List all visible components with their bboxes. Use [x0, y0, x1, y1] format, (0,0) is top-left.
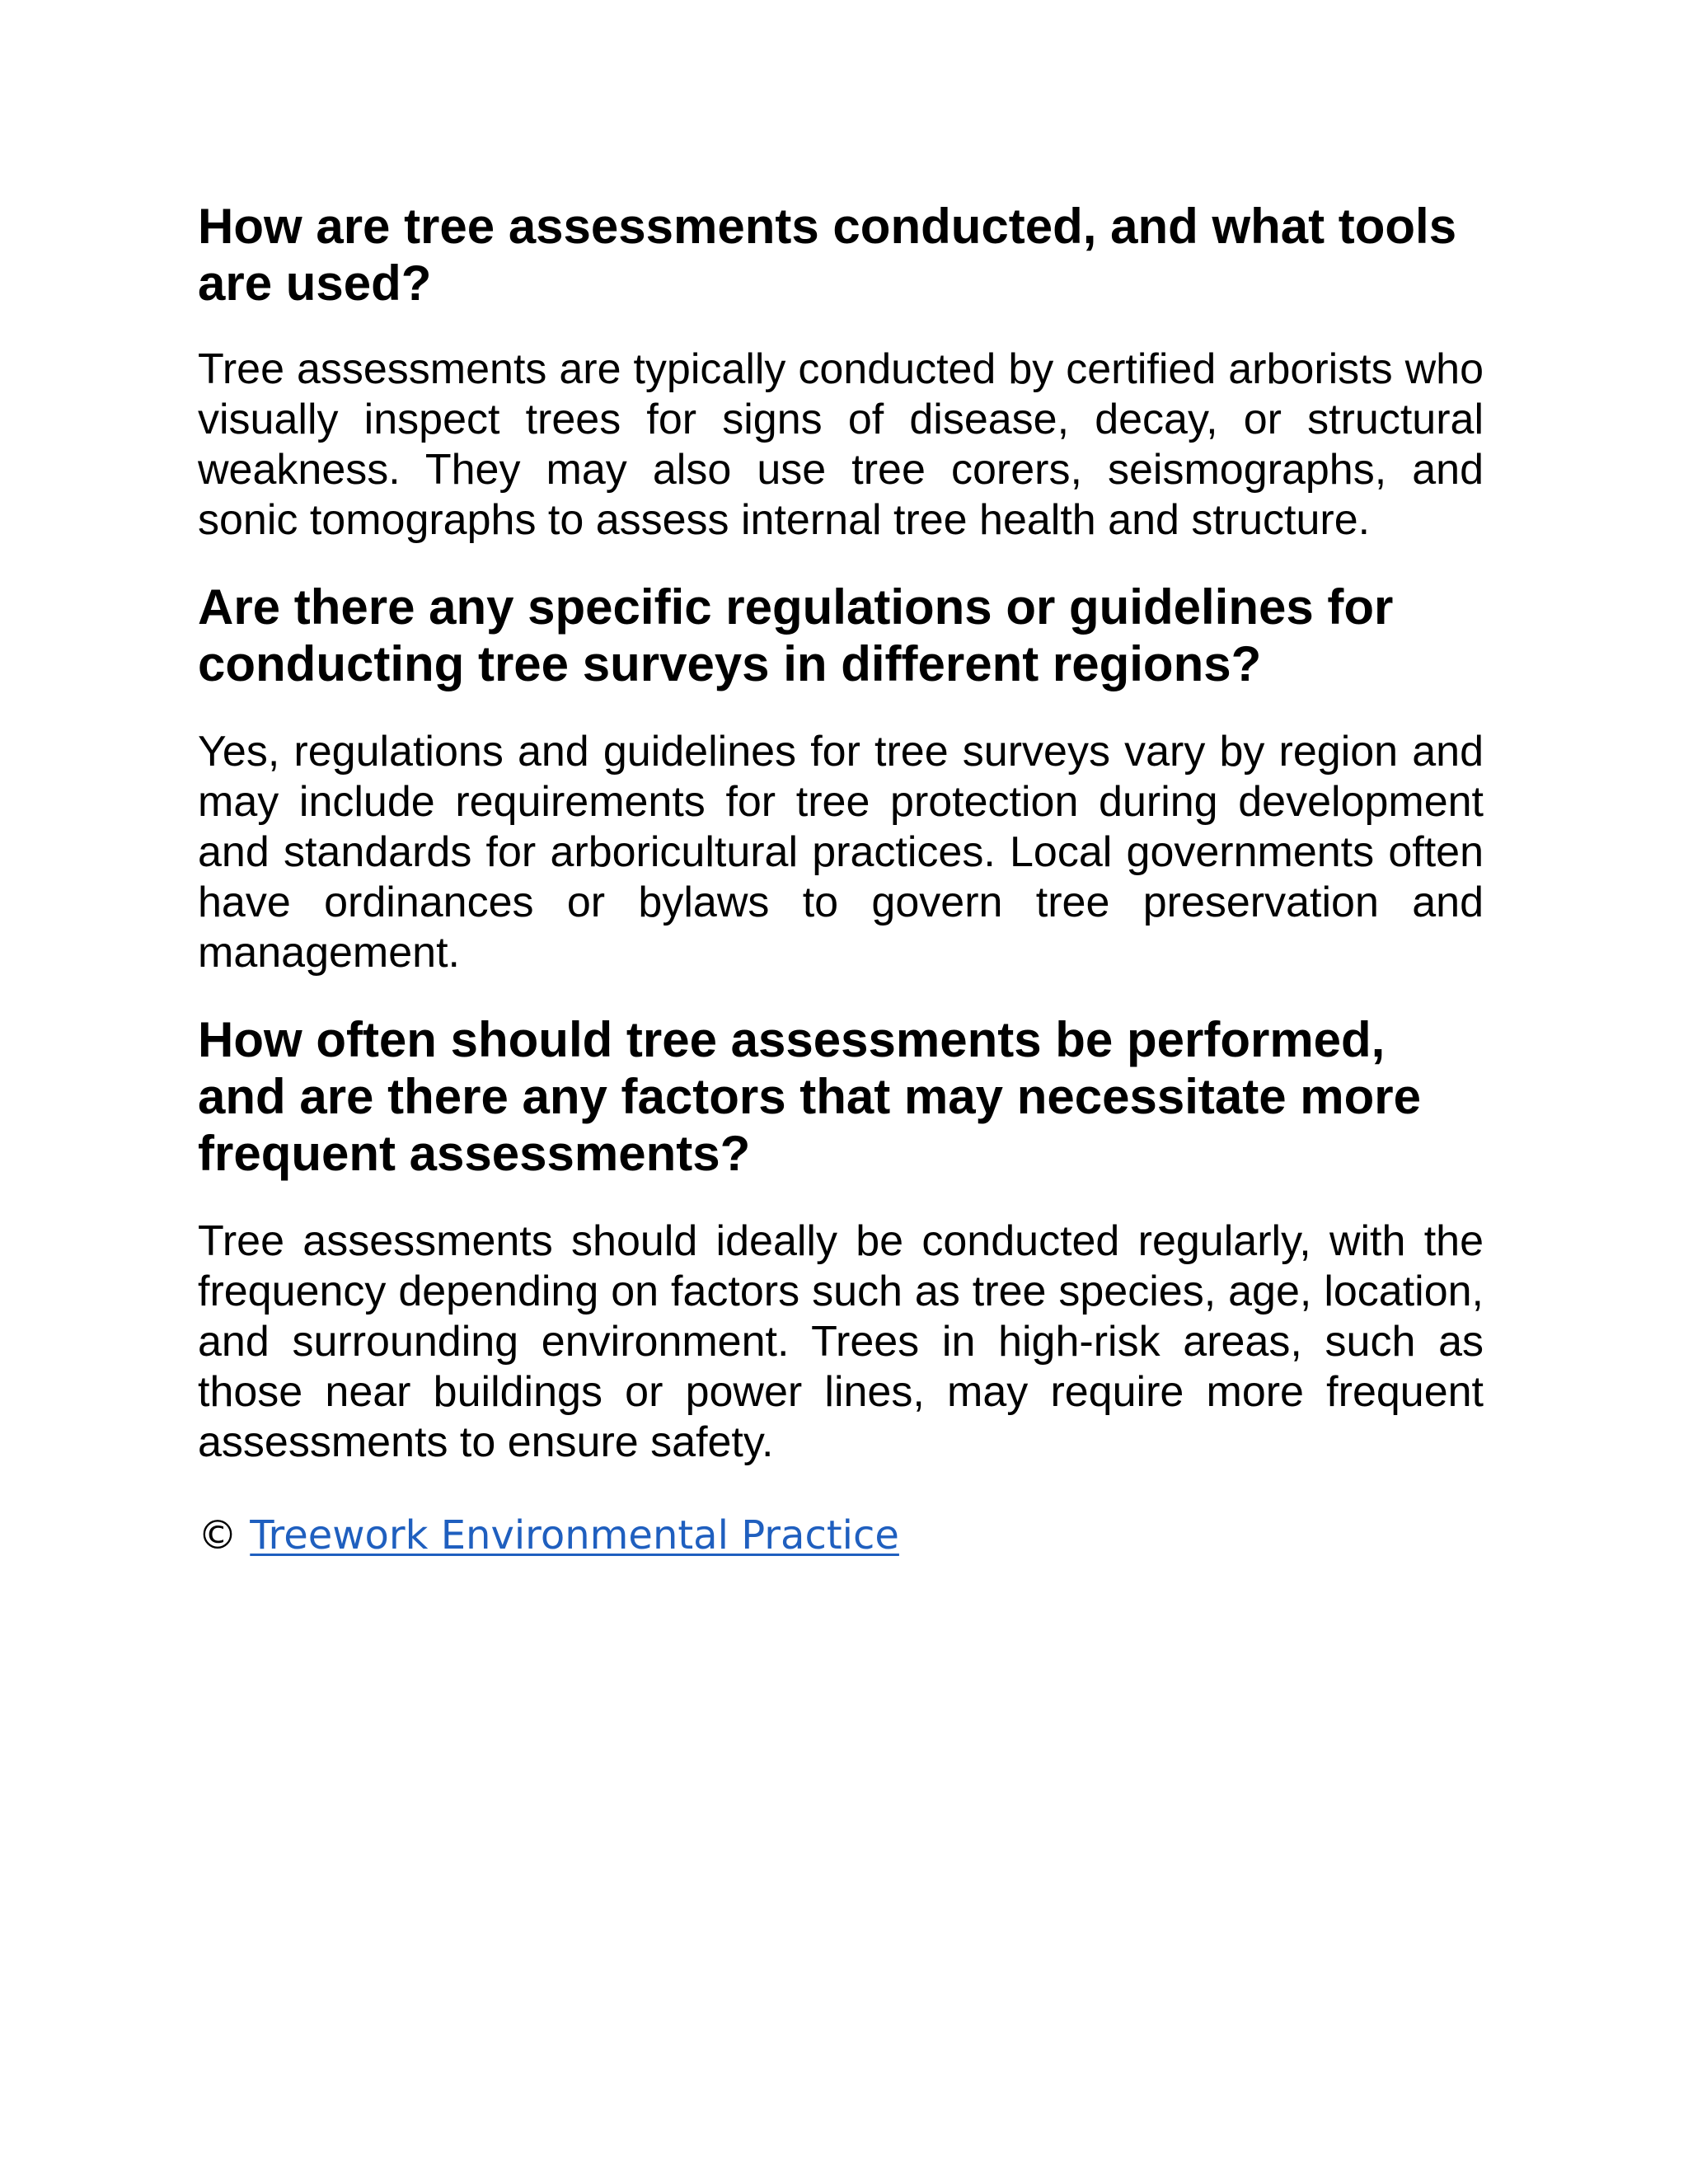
faq-answer-1: Tree assessments are typically conducted by certified arborists who visually inspect trees for signs of disease, decay, or structural weakness. They may also use tree corers, seismographs, and sonic tomographs to assess internal tree health and structure.	[198, 345, 1484, 544]
faq-answer-2: Yes, regulations and guidelines for tree surveys vary by region and may include requirements for tree protection during development and standards for arboricultural practices. Local governments often have ordinances or bylaws to govern tree preservation and management.	[198, 728, 1484, 977]
copyright-symbol: ©	[198, 1512, 237, 1558]
treework-link[interactable]: Treework Environmental Practice	[250, 1512, 899, 1558]
faq-answer-3: Tree assessments should ideally be conducted regularly, with the frequency depending on factors such as tree species, age, location, and surrounding environment. Trees in high-risk areas, such as those near buildings or power lines, may require more frequent assessments to ensure safety.	[198, 1217, 1484, 1466]
copyright-footer	[198, 1511, 1484, 1560]
faq-question-3: How often should tree assessments be performed, and are there any factors that may necessitate more frequent assessments?	[198, 1012, 1421, 1181]
faq-question-1: How are tree assessments conducted, and what tools are used?	[198, 199, 1457, 311]
document-page	[198, 198, 1484, 1560]
faq-question-2: Are there any specific regulations or guidelines for conducting tree surveys in different regions?	[198, 579, 1394, 691]
